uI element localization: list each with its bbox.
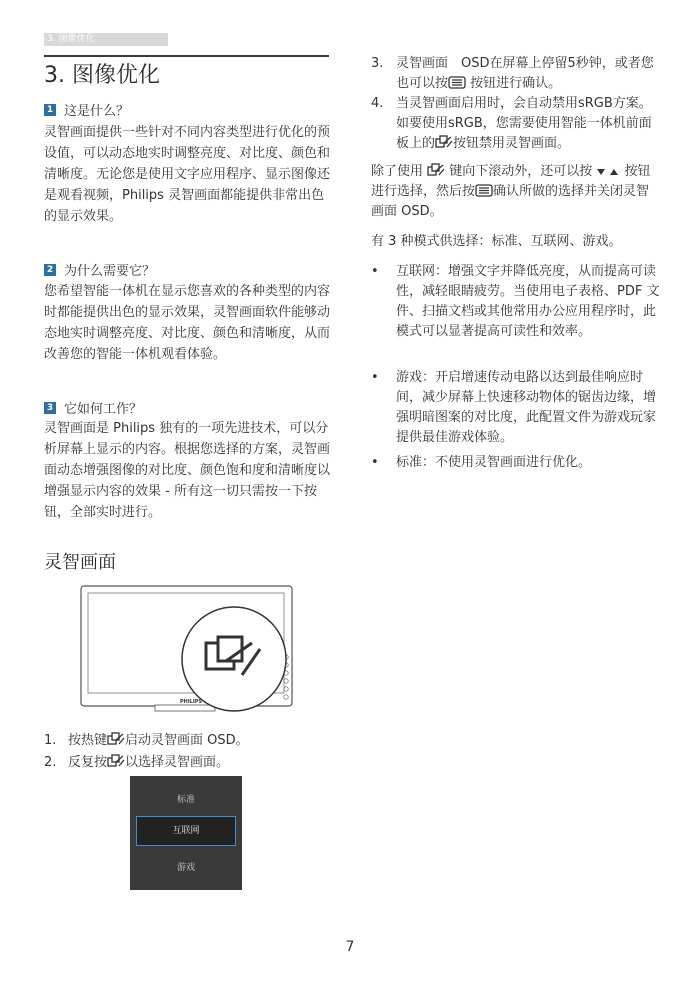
- section-1-body: 灵智画面提供一些针对不同内容类型进行优化的预设值，可以动态地实时调整亮度、对比度、颜色和清晰度。无论您是使用文字应用程序、显示图像还是观看视频，Philips 灵智画面都能提供非常出色的显示效果。: [44, 125, 331, 224]
- section-2-number: 2: [44, 264, 56, 276]
- page-number: 7: [345, 939, 355, 955]
- right-list-item-4: 4. 当灵智画面启用时，会自动禁用sRGB方案。如要使用sRGB，您需要使用智能一体机前面板上的 按钮禁用灵智画面。: [371, 96, 652, 151]
- header-rule: [44, 55, 329, 57]
- smartimage-hotkey-icon: [107, 732, 125, 746]
- monitor-illustration: [80, 585, 293, 714]
- ok-button-icon: [448, 76, 466, 89]
- section-3-number: 3: [44, 402, 56, 414]
- section-2-heading: [44, 260, 155, 279]
- smartimage-hotkey-icon: [427, 163, 445, 177]
- ok-button-icon: [475, 184, 493, 197]
- section-3-title: 它如何工作？: [64, 402, 143, 417]
- osd-item-internet-selected[interactable]: 互联网: [136, 816, 236, 846]
- step-2: 2. 反复按 以选择灵智画面。: [44, 755, 230, 770]
- smartimage-hotkey-icon: [107, 754, 125, 768]
- right-paragraph-2: 有 3 种模式供选择：标准、互联网、游戏。: [371, 234, 622, 249]
- section-3-heading: [44, 398, 142, 417]
- section-2-body: 您希望智能一体机在显示您喜欢的各种类型的内容时都能提供出色的显示效果，灵智画面软件能够动态地实时调整亮度、对比度、颜色和清晰度，从而改善您的智能一体机观看体验。: [44, 284, 331, 362]
- monitor-brand: PHILIPS: [180, 699, 203, 705]
- osd-item-game[interactable]: 游戏: [176, 863, 195, 873]
- section-1-number: 1: [44, 104, 56, 116]
- right-list-item-3: 3. 灵智画面 OSD在屏幕上停留5秒钟，或者您也可以按 按钮进行确认。: [371, 56, 654, 91]
- bullet-standard: • 标准：不使用灵智画面进行优化。: [371, 455, 592, 470]
- section-2-title: 为什么需要它？: [64, 264, 156, 279]
- section-1-title: 这是什么？: [64, 104, 130, 119]
- section-3-body: 灵智画面是 Philips 独有的一项先进技术，可以分析屏幕上显示的内容。根据您选择的方案，灵智画面动态增强图像的对比度、颜色饱和度和清晰度以增强显示内容的效果 - 所有这一切只需按一下按钮，全部实时进行。: [44, 421, 331, 520]
- smartimage-subheading: 灵智画面: [44, 552, 116, 573]
- osd-menu: [130, 776, 242, 890]
- down-up-arrow-icon: [596, 167, 620, 177]
- step-1: 1. 按热键 启动灵智画面 OSD。: [44, 733, 249, 748]
- bullet-internet: • 互联网：增强文字并降低亮度，从而提高可读性，减轻眼睛疲劳。当使用电子表格、PDF 文件、扫描文档或其他常用办公应用程序时，此模式可以显著提高可读性和效率。: [371, 264, 660, 339]
- osd-item-standard[interactable]: 标准: [176, 795, 195, 805]
- right-paragraph-1: 除了使用 键向下滚动外，还可以按 按钮进行选择，然后按 确认所做的选择并关闭灵智画面 OSD。: [371, 164, 651, 219]
- page-title: 3. 图像优化: [44, 63, 160, 88]
- section-1-heading: [44, 100, 129, 119]
- bullet-game: • 游戏：开启增速传动电路以达到最佳响应时间，减少屏幕上快速移动物体的锯齿边缘，增强明暗图案的对比度，此配置文件为游戏玩家提供最佳游戏体验。: [371, 370, 657, 445]
- header-tab: 3. 图像优化: [44, 33, 168, 46]
- smartimage-hotkey-icon: [435, 135, 453, 149]
